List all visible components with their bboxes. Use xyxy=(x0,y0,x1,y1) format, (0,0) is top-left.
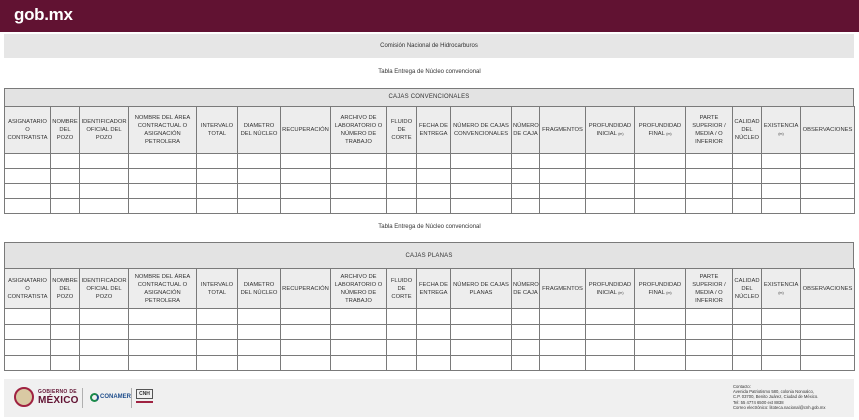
cnh-logo-stripe xyxy=(136,401,153,403)
table-row xyxy=(5,355,855,371)
column-header-label: INTERVALO TOTAL xyxy=(200,281,234,296)
table-cell[interactable] xyxy=(51,324,80,340)
table-cell[interactable] xyxy=(586,340,635,356)
table-cell[interactable] xyxy=(5,340,51,356)
table-cell[interactable] xyxy=(238,309,281,325)
column-header-label: IDENTIFICADOR OFICIAL DEL POZO xyxy=(81,119,127,141)
table-cell[interactable] xyxy=(129,355,197,371)
table-cell[interactable] xyxy=(451,199,512,214)
table-cell[interactable] xyxy=(331,324,387,340)
column-header xyxy=(586,269,635,309)
contact-line: Avenida Patriotismo 580, colonia Nonoalco, xyxy=(733,389,814,395)
table-cell[interactable] xyxy=(733,309,762,325)
table-cell[interactable] xyxy=(281,199,331,214)
column-header-label: IDENTIFICADOR OFICIAL DEL POZO xyxy=(81,277,127,300)
table-cell[interactable] xyxy=(197,154,238,169)
table-cell[interactable] xyxy=(586,324,635,340)
table-cell[interactable] xyxy=(80,340,129,356)
table-cell[interactable] xyxy=(586,154,635,169)
column-header-label: NÚMERO DE CAJA xyxy=(513,123,539,137)
column-header xyxy=(281,107,331,154)
table-cell[interactable] xyxy=(512,169,540,184)
table-cell[interactable] xyxy=(762,309,801,325)
cnh-logo: CNH xyxy=(136,389,153,399)
table-cell[interactable] xyxy=(80,309,129,325)
government-seal-icon xyxy=(14,387,34,407)
table-cell[interactable] xyxy=(762,184,801,199)
table-cell[interactable] xyxy=(451,154,512,169)
table-cell[interactable] xyxy=(129,340,197,356)
table-cell[interactable] xyxy=(635,184,686,199)
table-cell[interactable] xyxy=(540,199,586,214)
column-header xyxy=(129,269,197,309)
table-row xyxy=(5,199,855,214)
section-title: CAJAS PLANAS xyxy=(4,242,854,268)
column-header xyxy=(733,269,762,309)
column-header xyxy=(512,269,540,309)
column-header xyxy=(762,269,801,309)
table-cell[interactable] xyxy=(5,199,51,214)
table-cell[interactable] xyxy=(129,169,197,184)
column-header xyxy=(801,269,855,309)
column-header-label: NÚMERO DE CAJA xyxy=(513,281,539,296)
table-cell[interactable] xyxy=(387,324,417,340)
column-header-label: OBSERVACIONES xyxy=(802,127,853,133)
column-header-label: DIAMETRO DEL NÚCLEO xyxy=(240,123,278,137)
column-header xyxy=(197,269,238,309)
table-cell[interactable] xyxy=(635,355,686,371)
table-cell[interactable] xyxy=(586,355,635,371)
table-cell[interactable] xyxy=(281,355,331,371)
table-cell[interactable] xyxy=(512,324,540,340)
table-cell[interactable] xyxy=(762,324,801,340)
table-cell[interactable] xyxy=(238,340,281,356)
table-cell[interactable] xyxy=(281,169,331,184)
table-cell[interactable] xyxy=(512,309,540,325)
table-row xyxy=(5,324,855,340)
contact-info xyxy=(733,384,851,410)
table-cell[interactable] xyxy=(331,309,387,325)
column-header-label: PROFUNDIDAD INICIAL xyxy=(588,281,632,296)
table-cell[interactable] xyxy=(417,199,451,214)
column-header-label: FLUIDO DE CORTE xyxy=(390,277,413,300)
column-header-label: INTERVALO TOTAL xyxy=(200,123,234,137)
column-header xyxy=(5,107,51,154)
column-header-label: FRAGMENTOS xyxy=(542,127,583,133)
table-cell[interactable] xyxy=(540,355,586,371)
column-header xyxy=(417,107,451,154)
agency-banner: Comisión Nacional de Hidrocarburos xyxy=(4,34,854,58)
table-cell[interactable] xyxy=(733,355,762,371)
column-header-label: RECUPERACIÓN xyxy=(282,127,329,133)
column-header xyxy=(540,107,586,154)
gobierno-logo-top: GOBIERNO DE xyxy=(38,389,77,395)
column-header-label: NOMBRE DEL POZO xyxy=(52,277,78,300)
table-cell[interactable] xyxy=(331,199,387,214)
table-cell[interactable] xyxy=(686,199,733,214)
table-cell[interactable] xyxy=(512,184,540,199)
table-cell[interactable] xyxy=(451,340,512,356)
table-cell[interactable] xyxy=(801,309,855,325)
table-cell[interactable] xyxy=(512,154,540,169)
table-cell[interactable] xyxy=(197,199,238,214)
column-header xyxy=(80,107,129,154)
table-cell[interactable] xyxy=(733,199,762,214)
column-header xyxy=(512,107,540,154)
contact-email: Correo electrónico: litoteca.nacional@cnh.gob.mx xyxy=(733,404,826,410)
column-header xyxy=(238,269,281,309)
table-row xyxy=(5,154,855,169)
table-cell[interactable] xyxy=(635,169,686,184)
table-cell[interactable] xyxy=(5,324,51,340)
column-header-label: FRAGMENTOS xyxy=(542,285,583,292)
column-unit: (m) xyxy=(618,132,624,136)
column-header xyxy=(451,269,512,309)
table-row xyxy=(5,184,855,199)
column-header xyxy=(417,269,451,309)
table-cell[interactable] xyxy=(512,340,540,356)
table-cell[interactable] xyxy=(238,324,281,340)
table-cell[interactable] xyxy=(238,199,281,214)
table-cell[interactable] xyxy=(733,169,762,184)
table-cell[interactable] xyxy=(512,355,540,371)
table-cell[interactable] xyxy=(733,184,762,199)
table-cell[interactable] xyxy=(686,309,733,325)
table-cell[interactable] xyxy=(451,184,512,199)
table-cell[interactable] xyxy=(540,340,586,356)
table-cell[interactable] xyxy=(281,340,331,356)
table-cell[interactable] xyxy=(129,184,197,199)
table-cell[interactable] xyxy=(686,324,733,340)
table-cajas-planas xyxy=(4,242,854,371)
table-cell[interactable] xyxy=(5,309,51,325)
table-row xyxy=(5,169,855,184)
table-cell[interactable] xyxy=(5,154,51,169)
table-cell[interactable] xyxy=(686,355,733,371)
table-cell[interactable] xyxy=(801,154,855,169)
table-cell[interactable] xyxy=(586,184,635,199)
column-header xyxy=(5,269,51,309)
column-header xyxy=(51,269,80,309)
column-header-label: NÚMERO DE CAJAS PLANAS xyxy=(453,281,509,296)
column-header-label: OBSERVACIONES xyxy=(802,285,853,292)
table-caption-2: Tabla Entrega de Núcleo convencional xyxy=(378,224,481,230)
column-header xyxy=(80,269,129,309)
table-cell[interactable] xyxy=(733,154,762,169)
column-header-label: DIAMETRO DEL NÚCLEO xyxy=(240,281,278,296)
column-unit: (m) xyxy=(778,290,784,295)
table-cell[interactable] xyxy=(197,184,238,199)
table-cell[interactable] xyxy=(281,184,331,199)
column-header-label: PARTE SUPERIOR / MEDIA / O INFERIOR xyxy=(692,273,726,304)
table-cell[interactable] xyxy=(762,355,801,371)
table-cell[interactable] xyxy=(801,355,855,371)
column-header xyxy=(129,107,197,154)
top-header-bar xyxy=(0,0,859,32)
column-header-label: ARCHIVO DE LABORATORIO O NÚMERO DE TRABAJO xyxy=(334,273,383,304)
table-cell[interactable] xyxy=(635,199,686,214)
table-row xyxy=(5,309,855,325)
table-cell[interactable] xyxy=(387,154,417,169)
table-cell[interactable] xyxy=(635,340,686,356)
column-header xyxy=(635,269,686,309)
table-cell[interactable] xyxy=(540,309,586,325)
table-cell[interactable] xyxy=(331,355,387,371)
table-cell[interactable] xyxy=(801,324,855,340)
table-cell[interactable] xyxy=(281,324,331,340)
column-header xyxy=(586,107,635,154)
table-cell[interactable] xyxy=(129,199,197,214)
table-cell[interactable] xyxy=(51,199,80,214)
column-header xyxy=(51,107,80,154)
table-cell[interactable] xyxy=(197,355,238,371)
conamer-logo-icon xyxy=(90,393,99,402)
column-header xyxy=(281,269,331,309)
gobmx-logo[interactable]: gob.mx xyxy=(14,5,73,24)
table-cell[interactable] xyxy=(51,184,80,199)
column-header-label: CALIDAD DEL NÚCLEO xyxy=(734,119,760,141)
column-header xyxy=(762,107,801,154)
contact-line: Tel: 55 4774 6500 ext 8838 xyxy=(733,399,784,405)
column-header-label: ARCHIVO DE LABORATORIO O NÚMERO DE TRABAJO xyxy=(334,115,383,145)
column-header xyxy=(197,107,238,154)
table-cell[interactable] xyxy=(686,169,733,184)
table-cell[interactable] xyxy=(331,184,387,199)
column-header-label: PROFUNDIDAD FINAL xyxy=(638,123,682,137)
table-cell[interactable] xyxy=(51,355,80,371)
table-cell[interactable] xyxy=(387,340,417,356)
column-header-label: NOMBRE DEL POZO xyxy=(52,119,78,141)
table-row xyxy=(5,340,855,356)
table-cell[interactable] xyxy=(197,324,238,340)
table-cell[interactable] xyxy=(801,199,855,214)
table-cell[interactable] xyxy=(331,154,387,169)
column-header-label: CALIDAD DEL NÚCLEO xyxy=(734,277,760,300)
table-cell[interactable] xyxy=(80,355,129,371)
column-header-label: FECHA DE ENTREGA xyxy=(419,123,448,137)
table-cell[interactable] xyxy=(80,154,129,169)
column-unit: (m) xyxy=(618,290,624,295)
table-cell[interactable] xyxy=(5,169,51,184)
table-cell[interactable] xyxy=(129,324,197,340)
table-cell[interactable] xyxy=(51,154,80,169)
table-cell[interactable] xyxy=(80,184,129,199)
table-cell[interactable] xyxy=(686,340,733,356)
column-header-label: NÚMERO DE CAJAS CONVENCIONALES xyxy=(453,123,509,137)
column-header xyxy=(540,269,586,309)
column-header xyxy=(387,107,417,154)
logo-divider xyxy=(131,388,132,408)
table-cell[interactable] xyxy=(417,184,451,199)
table-cell[interactable] xyxy=(451,309,512,325)
column-header xyxy=(387,269,417,309)
table-cell[interactable] xyxy=(417,355,451,371)
table-cell[interactable] xyxy=(586,199,635,214)
table-cell[interactable] xyxy=(762,169,801,184)
table-cell[interactable] xyxy=(197,340,238,356)
column-header-label: NOMBRE DEL ÁREA CONTRACTUAL O ASIGNACIÓN PETROLERA xyxy=(134,273,191,304)
section-title: CAJAS CONVENCIONALES xyxy=(4,88,854,106)
table-cell[interactable] xyxy=(51,340,80,356)
table-cell[interactable] xyxy=(540,154,586,169)
table-cell[interactable] xyxy=(512,199,540,214)
table-cell[interactable] xyxy=(801,169,855,184)
table-cell[interactable] xyxy=(733,340,762,356)
table-cell[interactable] xyxy=(129,154,197,169)
column-header xyxy=(686,107,733,154)
table-cell[interactable] xyxy=(5,355,51,371)
column-header xyxy=(451,107,512,154)
table-cell[interactable] xyxy=(238,154,281,169)
table-caption-1: Tabla Entrega de Núcleo convencional xyxy=(378,69,481,75)
column-header-label: FECHA DE ENTREGA xyxy=(419,281,448,296)
logo-divider xyxy=(82,388,83,408)
table-cell[interactable] xyxy=(387,169,417,184)
column-header xyxy=(331,269,387,309)
table-cell[interactable] xyxy=(586,169,635,184)
column-header xyxy=(801,107,855,154)
core-delivery-table xyxy=(4,268,855,371)
table-cell[interactable] xyxy=(387,355,417,371)
table-cell[interactable] xyxy=(635,154,686,169)
table-cell[interactable] xyxy=(540,169,586,184)
table-cell[interactable] xyxy=(129,309,197,325)
table-cell[interactable] xyxy=(635,309,686,325)
column-header xyxy=(635,107,686,154)
table-cell[interactable] xyxy=(451,324,512,340)
table-cell[interactable] xyxy=(238,169,281,184)
table-cell[interactable] xyxy=(801,184,855,199)
table-cell[interactable] xyxy=(686,154,733,169)
table-cell[interactable] xyxy=(238,184,281,199)
column-header xyxy=(686,269,733,309)
column-unit: (m) xyxy=(778,132,784,136)
table-cell[interactable] xyxy=(387,199,417,214)
table-cell[interactable] xyxy=(686,184,733,199)
core-delivery-table xyxy=(4,106,855,214)
column-header xyxy=(733,107,762,154)
column-header-label: PARTE SUPERIOR / MEDIA / O INFERIOR xyxy=(692,115,726,145)
column-header-label: NOMBRE DEL ÁREA CONTRACTUAL O ASIGNACIÓN PETROLERA xyxy=(134,115,191,145)
table-cell[interactable] xyxy=(451,355,512,371)
table-cell[interactable] xyxy=(417,324,451,340)
gobierno-logo-bottom: MÉXICO xyxy=(38,395,79,406)
column-header-label: FLUIDO DE CORTE xyxy=(390,119,413,141)
table-cell[interactable] xyxy=(801,340,855,356)
table-cell[interactable] xyxy=(387,309,417,325)
contact-line: Contacto: xyxy=(733,384,751,389)
table-cell[interactable] xyxy=(80,169,129,184)
table-cell[interactable] xyxy=(762,199,801,214)
column-header-label: PROFUNDIDAD FINAL xyxy=(638,281,682,296)
table-cell[interactable] xyxy=(281,154,331,169)
table-cell[interactable] xyxy=(197,169,238,184)
table-cell[interactable] xyxy=(540,324,586,340)
table-cell[interactable] xyxy=(762,154,801,169)
table-cell[interactable] xyxy=(451,169,512,184)
table-cell[interactable] xyxy=(5,184,51,199)
table-cell[interactable] xyxy=(417,169,451,184)
column-header-label: ASIGNATARIO O CONTRATISTA xyxy=(7,119,48,141)
column-unit: (m) xyxy=(666,132,672,136)
table-cajas-convencionales xyxy=(4,88,854,214)
table-cell[interactable] xyxy=(586,309,635,325)
table-cell[interactable] xyxy=(238,355,281,371)
table-cell[interactable] xyxy=(281,309,331,325)
table-cell[interactable] xyxy=(331,340,387,356)
table-cell[interactable] xyxy=(387,184,417,199)
table-cell[interactable] xyxy=(733,324,762,340)
footer xyxy=(4,379,854,417)
column-unit: (m) xyxy=(666,290,672,295)
column-header-label: RECUPERACIÓN xyxy=(282,285,329,292)
table-cell[interactable] xyxy=(417,309,451,325)
table-cell[interactable] xyxy=(417,340,451,356)
table-cell[interactable] xyxy=(51,309,80,325)
table-cell[interactable] xyxy=(762,340,801,356)
table-cell[interactable] xyxy=(51,169,80,184)
table-cell[interactable] xyxy=(331,169,387,184)
column-header-label: PROFUNDIDAD INICIAL xyxy=(588,123,632,137)
table-cell[interactable] xyxy=(540,184,586,199)
column-header xyxy=(331,107,387,154)
column-header-label: EXISTENCIA xyxy=(763,281,799,288)
contact-line: C.P. 03700, Benito Juárez, Ciudad de México. xyxy=(733,394,819,400)
conamer-logo: CONAMER xyxy=(100,394,131,400)
table-cell[interactable] xyxy=(80,199,129,214)
table-cell[interactable] xyxy=(197,309,238,325)
table-cell[interactable] xyxy=(635,324,686,340)
table-cell[interactable] xyxy=(417,154,451,169)
column-header xyxy=(238,107,281,154)
column-header-label: EXISTENCIA xyxy=(763,123,799,129)
column-header-label: ASIGNATARIO O CONTRATISTA xyxy=(7,277,48,300)
table-cell[interactable] xyxy=(80,324,129,340)
